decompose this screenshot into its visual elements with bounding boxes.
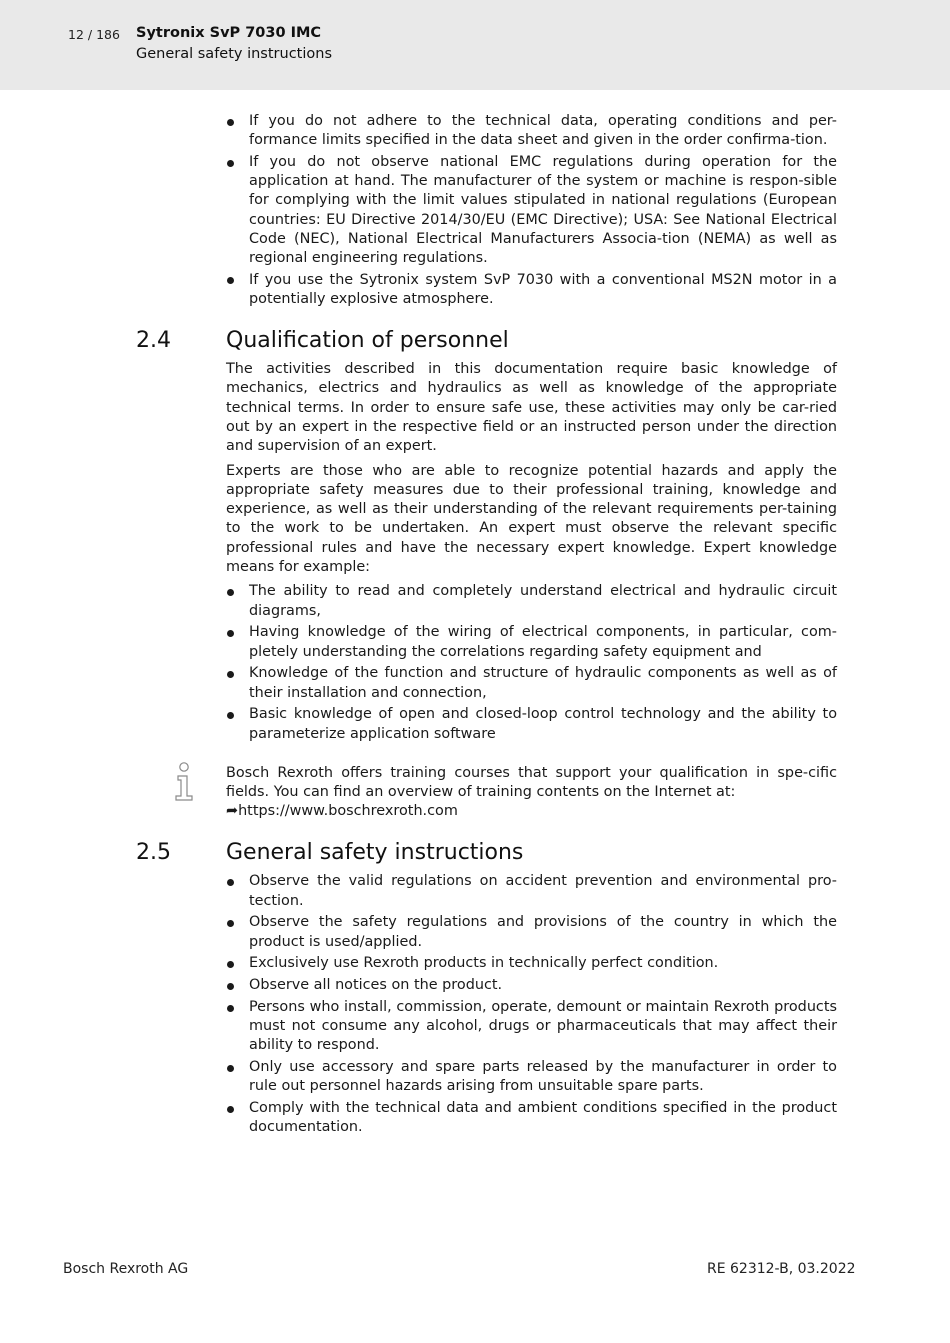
training-link[interactable]: https://www.boschrexroth.com — [238, 803, 458, 820]
section-number: 2.5 — [136, 840, 171, 866]
page-header — [0, 0, 950, 90]
list-item: If you use the Sytronix system SvP 7030 with a conventional MS2N motor in a potentially explosive atmosphere. — [226, 271, 837, 309]
list-item: Comply with the technical data and ambient conditions specified in the product documentation. — [226, 1099, 837, 1137]
page-content — [136, 112, 837, 1140]
list-item: The ability to read and completely understand electrical and hydraulic circuit diagrams, — [226, 582, 837, 620]
chapter-title: General safety instructions — [136, 46, 333, 62]
list-item: Only use accessory and spare parts released by the manufacturer in order to rule out personnel hazards arising from unsuitable spare parts. — [226, 1058, 837, 1096]
document-title: Sytronix SvP 7030 IMC — [136, 25, 322, 41]
footer-company: Bosch Rexroth AG — [63, 1261, 189, 1277]
section-number: 2.4 — [136, 328, 171, 354]
paragraph: The activities described in this documentation require basic knowledge of mechanics, electrics and hydraulics as well as knowledge of the appropriate technical terms. In order to ensure safe use, these activities may only be car-ried out by an expert in the respective field or an instructed person under the direction and supervision of an expert. — [226, 361, 837, 455]
info-icon — [172, 762, 196, 802]
list-item: Observe the valid regulations on accident prevention and environmental pro-tection. — [226, 872, 837, 910]
list-item: Persons who install, commission, operate, demount or maintain Rexroth products must not consume any alcohol, drugs or pharmaceuticals that may affect their ability to respond. — [226, 998, 837, 1056]
list-item: If you do not observe national EMC regulations during operation for the application at hand. The manufacturer of the system or machine is respon-sible for complying with the limit values stipulated in national regulations (European countries: EU Directive 2014/30/EU (EMC Directive); USA: See National Electrical Code (NEC), National Electrical Manufacturers Associa-tion (NEMA) as well as regional engineering regulations. — [226, 153, 837, 268]
expert-knowledge-list — [226, 582, 837, 743]
note-body: Bosch Rexroth offers training courses that support your qualification in spe-cific fields. You can find an overview of training contents on the Internet at: — [226, 764, 837, 801]
info-note — [226, 764, 837, 822]
section-heading: General safety instructions — [226, 840, 524, 866]
list-item: Having knowledge of the wiring of electrical components, in particular, com-pletely understanding the correlations regarding safety equipment and — [226, 623, 837, 661]
section-qualification-of-personnel — [136, 327, 837, 821]
link-arrow-icon: ➦ — [226, 803, 239, 820]
list-item: If you do not adhere to the technical data, operating conditions and per-formance limits specified in the data sheet and given in the order confirma-tion. — [226, 112, 837, 150]
list-item: Observe all notices on the product. — [226, 976, 837, 995]
section-general-safety-instructions — [136, 839, 837, 1137]
safety-bullet-list — [226, 872, 837, 1137]
list-item: Exclusively use Rexroth products in technically perfect condition. — [226, 954, 837, 973]
list-item: Knowledge of the function and structure of hydraulic components as well as of their installation and connection, — [226, 664, 837, 702]
intro-bullet-list — [226, 112, 837, 309]
list-item: Basic knowledge of open and closed-loop control technology and the ability to parameterize application software — [226, 705, 837, 743]
list-item: Observe the safety regulations and provisions of the country in which the product is used/applied. — [226, 913, 837, 951]
page-number: 12 / 186 — [68, 27, 120, 42]
section-heading: Qualification of personnel — [226, 328, 509, 354]
paragraph: Experts are those who are able to recognize potential hazards and apply the appropriate safety measures due to their professional training, knowledge and experience, as well as their understanding of the relevant requirements per-taining to the work to be undertaken. An expert must observe the relevant specific professional rules and have the necessary expert knowledge. Expert knowledge means for example: — [226, 462, 837, 575]
note-text — [226, 764, 837, 822]
footer-document-id: RE 62312-B, 03.2022 — [707, 1261, 856, 1277]
